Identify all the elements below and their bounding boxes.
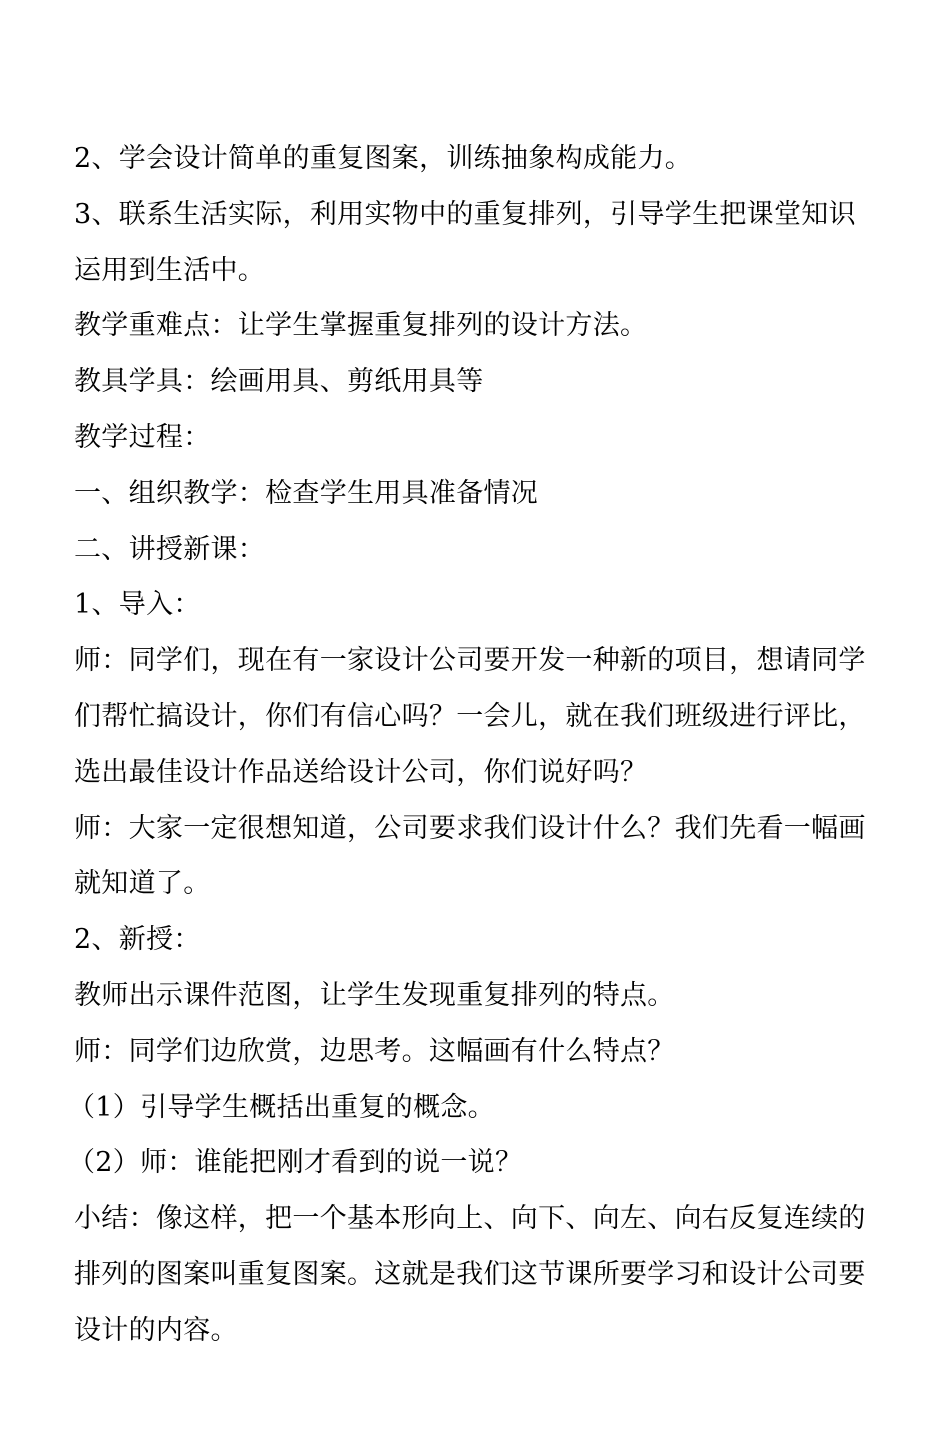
- paragraph-teacher-intro: 师：同学们，现在有一家设计公司要开发一种新的项目，想请同学们帮忙搞设计，你们有信心吗？一会儿，就在我们班级进行评比，选出最佳设计作品送给设计公司，你们说好吗？: [74, 645, 866, 788]
- paragraph-teaching-tools: 教具学具：绘画用具、剪纸用具等: [74, 366, 484, 398]
- paragraph-step-new-lesson: 二、讲授新课：: [74, 533, 266, 565]
- paragraph-summary: 小结：像这样，把一个基本形向上、向下、向左、向右反复连续的排列的图案叫重复图案。这就是我们这节课所要学习和设计公司要设计的内容。: [74, 1203, 866, 1346]
- paragraph-objective-2: 2、学会设计简单的重复图案，训练抽象构成能力。: [74, 143, 693, 174]
- paragraph-key-difficulty: 教学重难点：让学生掌握重复排列的设计方法。: [74, 310, 648, 342]
- paragraph-teacher-question: 师：大家一定很想知道，公司要求我们设计什么？我们先看一幅画就知道了。: [74, 812, 866, 900]
- paragraph-process-heading: 教学过程：: [74, 421, 211, 453]
- paragraph-new-teaching-heading: 2、新授：: [74, 924, 201, 956]
- paragraph-sub-2: （2）师：谁能把刚才看到的说一说？: [68, 1147, 523, 1179]
- paragraph-objective-3: 3、联系生活实际，利用实物中的重复排列，引导学生把课堂知识运用到生活中。: [74, 198, 856, 286]
- paragraph-intro-heading: 1、导入：: [74, 589, 201, 621]
- paragraph-show-courseware: 教师出示课件范图，让学生发现重复排列的特点。: [74, 979, 675, 1011]
- paragraph-step-organize: 一、组织教学：检查学生用具准备情况: [74, 477, 539, 509]
- paragraph-appreciate: 师：同学们边欣赏，边思考。这幅画有什么特点？: [74, 1035, 675, 1067]
- document-body: [68, 131, 874, 1359]
- paragraph-sub-1: （1）引导学生概括出重复的概念。: [68, 1091, 495, 1123]
